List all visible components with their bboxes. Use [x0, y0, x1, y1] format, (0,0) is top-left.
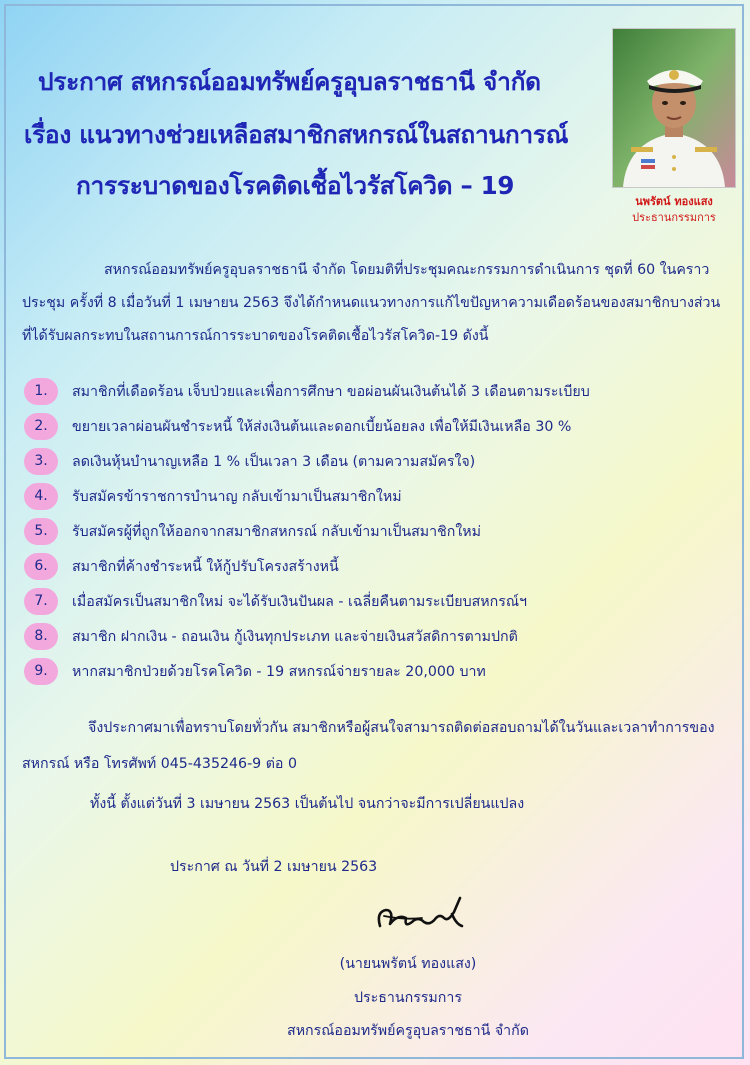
item-number-badge: 2. — [24, 413, 58, 440]
signatory-name: (นายนพรัตน์ ทองแสง) — [339, 956, 477, 972]
item-text: ลดเงินหุ้นบำนาญเหลือ 1 % เป็นเวลา 3 เดือน (ตามความสมัครใจ) — [72, 454, 476, 470]
list-item — [24, 553, 744, 588]
list-item — [24, 588, 744, 623]
list-item — [24, 378, 744, 413]
closing-paragraph: จึงประกาศมาเพื่อทราบโดยทั่วกัน สมาชิกหรือผู้สนใจสามารถติดต่อสอบถามได้ในวันและเวลาทำการของสหกรณ์ หรือ โทรศัพท์ 045-435246-9 ต่อ 0 — [22, 720, 715, 772]
item-text: สมาชิก ฝากเงิน - ถอนเงิน กู้เงินทุกประเภท และจ่ายเงินสวัสดิการตามปกติ — [72, 629, 518, 645]
title-line-2: เรื่อง แนวทางช่วยเหลือสมาชิกสหกรณ์ในสถานการณ์ — [24, 120, 569, 149]
signatory-organization: สหกรณ์ออมทรัพย์ครูอุบลราชธานี จำกัด — [287, 1023, 529, 1039]
item-number-badge: 3. — [24, 448, 58, 475]
item-text: เมื่อสมัครเป็นสมาชิกใหม่ จะได้รับเงินปันผล - เฉลี่ยคืนตามระเบียบสหกรณ์ฯ — [72, 594, 527, 610]
photo-caption-role: ประธานกรรมการ — [632, 211, 716, 224]
item-number-badge: 4. — [24, 483, 58, 510]
intro-paragraph: สหกรณ์ออมทรัพย์ครูอุบลราชธานี จำกัด โดยมติที่ประชุมคณะกรรมการดำเนินการ ชุดที่ 60 ในคราวประชุม ครั้งที่ 8 เมื่อวันที่ 1 เมษายน 2563 จึงได้กำหนดแนวทางการแก้ไขปัญหาความเดือดร้อนของสมาชิกบางส่วน ที่ได้รับผลกระทบในสถานการณ์การระบาดของโรคติดเชื้อไวรัสโควิด-19 ดังนี้ — [22, 262, 721, 344]
item-number-badge: 8. — [24, 623, 58, 650]
item-text: รับสมัครผู้ที่ถูกให้ออกจากสมาชิกสหกรณ์ กลับเข้ามาเป็นสมาชิกใหม่ — [72, 524, 481, 540]
item-number-badge: 5. — [24, 518, 58, 545]
title-line-3: การระบาดของโรคติดเชื้อไวรัสโควิด – 19 — [76, 171, 515, 200]
item-text: สมาชิกที่ค้างชำระหนี้ ให้กู้ปรับโครงสร้างหนี้ — [72, 559, 339, 575]
item-number-badge: 9. — [24, 658, 58, 685]
list-item — [24, 518, 744, 553]
list-item — [24, 413, 744, 448]
announcement-header — [0, 0, 750, 224]
chairman-photo — [612, 28, 736, 188]
item-text: รับสมัครข้าราชการบำนาญ กลับเข้ามาเป็นสมาชิกใหม่ — [72, 489, 402, 505]
handwritten-signature — [374, 888, 464, 938]
list-item — [24, 623, 744, 658]
item-text: หากสมาชิกป่วยด้วยโรคโควิด - 19 สหกรณ์จ่ายรายละ 20,000 บาท — [72, 664, 486, 680]
list-item — [24, 658, 744, 693]
signatory-role: ประธานกรรมการ — [354, 990, 462, 1006]
item-number-badge: 7. — [24, 588, 58, 615]
item-number-badge: 1. — [24, 378, 58, 405]
list-item — [24, 483, 744, 518]
measures-list — [24, 378, 744, 693]
item-text: สมาชิกที่เดือดร้อน เจ็บป่วยและเพื่อการศึกษา ขอผ่อนผันเงินต้นได้ 3 เดือนตามระเบียบ — [72, 384, 590, 400]
photo-caption-name: นพรัตน์ ทองแสง — [635, 195, 713, 208]
portrait-image — [613, 29, 735, 187]
title-line-1: ประกาศ สหกรณ์ออมทรัพย์ครูอุบลราชธานี จำกัด — [38, 67, 541, 96]
announcement-date: ประกาศ ณ วันที่ 2 เมษายน 2563 — [170, 859, 378, 875]
list-item — [24, 448, 744, 483]
signature-image — [374, 888, 464, 942]
item-number-badge: 6. — [24, 553, 58, 580]
effective-date-text: ทั้งนี้ ตั้งแต่วันที่ 3 เมษายน 2563 เป็นต้นไป จนกว่าจะมีการเปลี่ยนแปลง — [90, 796, 525, 812]
item-text: ขยายเวลาผ่อนผันชำระหนี้ ให้ส่งเงินต้นและดอกเบี้ยน้อยลง เพื่อให้มีเงินเหลือ 30 % — [72, 419, 572, 435]
